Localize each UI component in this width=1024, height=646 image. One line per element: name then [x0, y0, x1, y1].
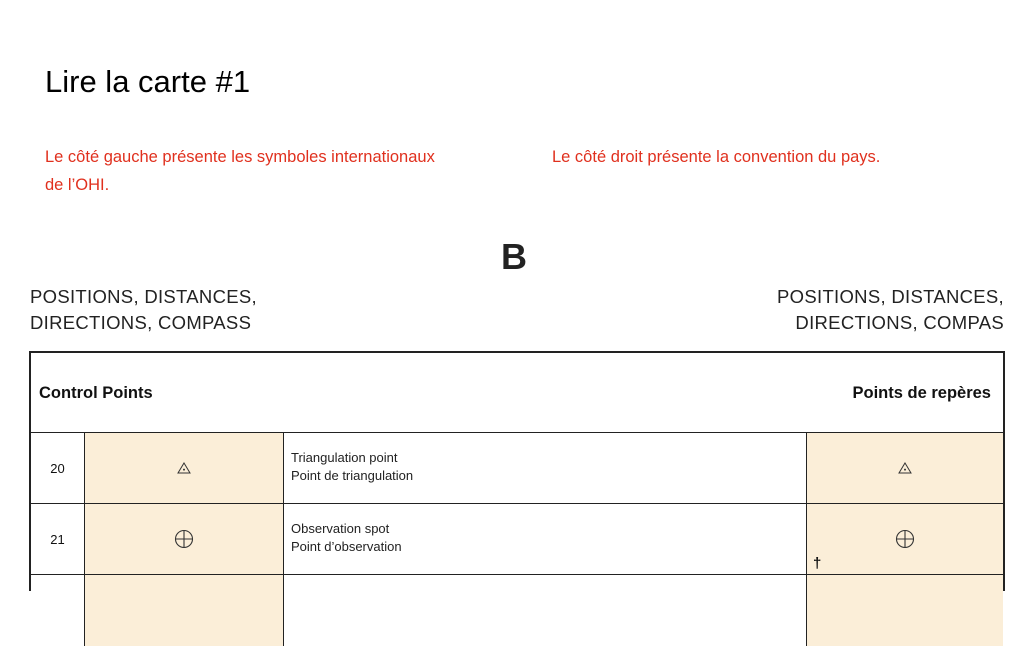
national-symbol-cell — [807, 575, 1003, 646]
circle-cross-icon — [895, 529, 915, 549]
note-left: Le côté gauche présente les symboles internationaux de l’OHI. — [45, 148, 435, 194]
symbols-table — [29, 351, 1005, 591]
description-fr: Point de triangulation — [291, 468, 414, 483]
page-title: Lire la carte #1 — [45, 64, 251, 99]
circle-cross-icon — [174, 529, 194, 549]
row-description — [284, 433, 807, 503]
group-title-fr: Points de repères — [852, 384, 991, 402]
description-en: Observation spot — [291, 521, 390, 536]
group-title-en: Control Points — [39, 384, 153, 402]
description-en: Triangulation point — [291, 450, 398, 465]
row-number: 20 — [31, 433, 85, 503]
table-row — [31, 504, 1003, 575]
national-symbol-cell — [807, 504, 1003, 574]
section-header-fr-line2: DIRECTIONS, COMPAS — [795, 312, 1004, 333]
section-header-en-line1: POSITIONS, DISTANCES, — [30, 286, 257, 307]
row-description — [284, 575, 807, 646]
section-letter: B — [501, 236, 527, 277]
triangle-dot-icon — [898, 462, 912, 474]
row-number — [31, 575, 85, 646]
triangle-dot-icon — [177, 462, 191, 474]
iho-symbol-cell — [85, 575, 284, 646]
section-header-fr — [777, 284, 1004, 336]
iho-symbol-cell — [85, 433, 284, 503]
section-header-en — [30, 284, 257, 336]
row-number: 21 — [31, 504, 85, 574]
iho-symbol-cell — [85, 504, 284, 574]
dagger-mark: † — [813, 555, 822, 572]
row-description — [284, 504, 807, 574]
description-fr: Point d’observation — [291, 539, 402, 554]
group-header-row — [31, 353, 1003, 433]
table-row — [31, 575, 1003, 646]
section-header-fr-line1: POSITIONS, DISTANCES, — [777, 286, 1004, 307]
table-row — [31, 433, 1003, 504]
national-symbol-cell — [807, 433, 1003, 503]
note-right: Le côté droit présente la convention du pays. — [552, 148, 881, 166]
section-header-en-line2: DIRECTIONS, COMPASS — [30, 312, 252, 333]
